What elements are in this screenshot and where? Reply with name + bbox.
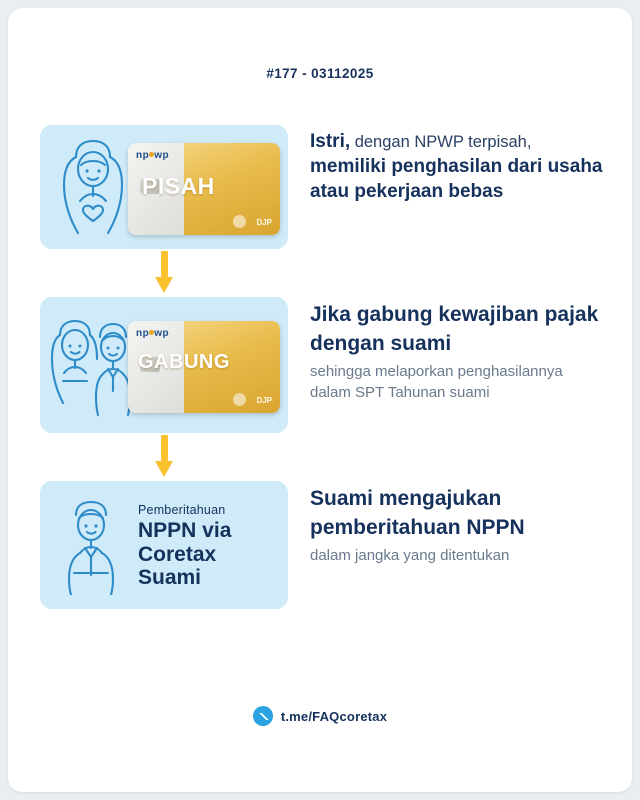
step-1-lead-rest: dengan NPWP terpisah, xyxy=(350,133,532,151)
card-3-headline: NPPN via Coretax Suami xyxy=(138,519,232,590)
step-3-subtext: dalam jangka yang ditentukan xyxy=(310,547,510,565)
npwp-status-word: PISAH xyxy=(142,173,215,199)
npwp-brand-label: np wp xyxy=(136,150,170,161)
step-card-3 xyxy=(40,481,288,609)
npwp-card-gabung xyxy=(128,321,280,413)
card-3-inline-text xyxy=(138,503,280,590)
footer xyxy=(8,706,632,726)
step-row-1 xyxy=(40,125,606,249)
npwp-card-pisah xyxy=(128,143,280,235)
step-2-subtext: sehingga melaporkan penghasilannya dalam SPT Tahunan suami xyxy=(310,363,563,402)
page-title: #177 - 03112025 xyxy=(266,66,374,81)
step-1-heading xyxy=(310,129,606,204)
husband-icon xyxy=(54,495,128,600)
infographic-page xyxy=(8,8,632,792)
djp-emblem-icon xyxy=(233,393,246,406)
djp-mark: DJP xyxy=(256,396,272,405)
step-text-3 xyxy=(288,481,606,566)
arrow-wrap-1 xyxy=(40,249,288,297)
arrow-wrap-2 xyxy=(40,433,288,481)
step-2-heading: Jika gabung kewajiban pajak dengan suami xyxy=(310,303,599,355)
arrow-row-1 xyxy=(40,249,606,297)
down-arrow-icon-2 xyxy=(157,435,171,479)
step-text-2 xyxy=(288,297,606,404)
step-1-strong: memiliki penghasilan dari usaha atau pekerjaan bebas xyxy=(310,156,603,203)
telegram-icon xyxy=(253,706,273,726)
djp-emblem-icon xyxy=(233,215,246,228)
npwp-brand-label: np wp xyxy=(136,328,170,339)
npwp-status-word: GABUNG xyxy=(138,351,230,373)
telegram-channel-link[interactable]: t.me/FAQcoretax xyxy=(280,708,388,724)
step-card-2 xyxy=(40,297,288,433)
down-arrow-icon-1 xyxy=(157,251,171,295)
step-text-1 xyxy=(288,125,606,204)
card-3-small-label: Pemberitahuan xyxy=(138,503,226,517)
step-card-1 xyxy=(40,125,288,249)
step-1-lead: Istri, xyxy=(310,131,351,152)
couple-icon xyxy=(50,307,140,424)
bride-icon xyxy=(50,135,136,244)
step-row-3 xyxy=(40,481,606,609)
djp-mark: DJP xyxy=(256,218,272,227)
arrow-row-2 xyxy=(40,433,606,481)
steps-container xyxy=(8,125,632,609)
step-3-heading: Suami mengajukan pemberitahuan NPPN xyxy=(310,487,525,539)
step-row-2 xyxy=(40,297,606,433)
